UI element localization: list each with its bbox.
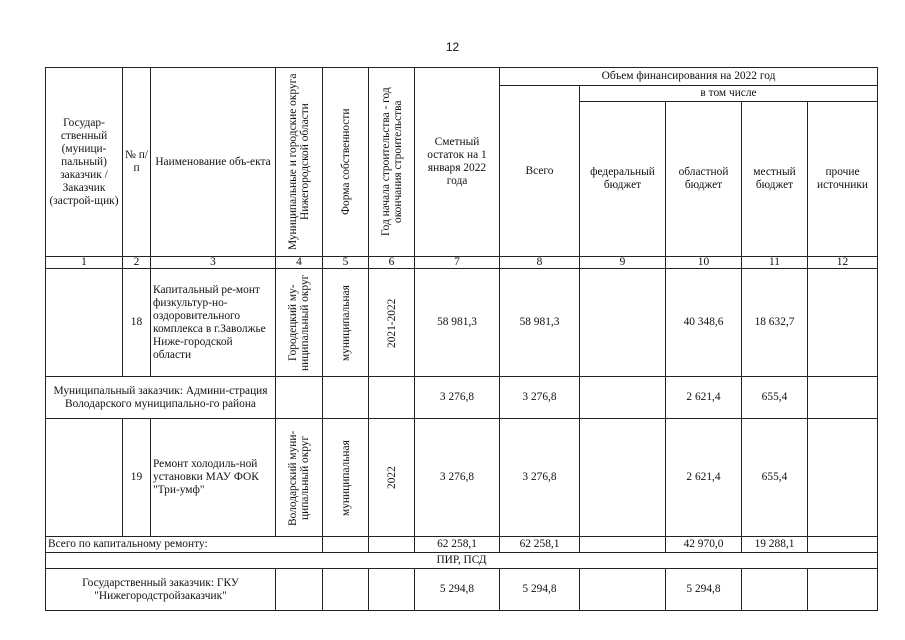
empty-cell xyxy=(323,569,369,611)
customer-cell xyxy=(46,269,123,377)
column-number: 11 xyxy=(742,257,808,269)
column-number: 3 xyxy=(151,257,276,269)
empty-cell xyxy=(323,537,369,553)
section-row xyxy=(46,553,878,569)
column-number: 2 xyxy=(123,257,151,269)
empty-cell xyxy=(808,537,878,553)
total-value: 3 276,8 xyxy=(500,419,580,537)
years-cell xyxy=(369,269,415,377)
column-number: 9 xyxy=(580,257,666,269)
local-value: 655,4 xyxy=(742,419,808,537)
total-value: 3 276,8 xyxy=(500,377,580,419)
table-row xyxy=(46,269,878,377)
header-years xyxy=(369,68,415,257)
years-text: 2021-2022 xyxy=(385,297,398,348)
object-name: Капитальный ре-монт физкультур-но-оздоровительного комплекса в г.Заволжье Ниже-городской области xyxy=(151,269,276,377)
customer-row xyxy=(46,569,878,611)
column-number: 6 xyxy=(369,257,415,269)
column-number: 7 xyxy=(415,257,500,269)
empty-cell xyxy=(276,377,323,419)
district-cell xyxy=(276,419,323,537)
local-value: 18 632,7 xyxy=(742,269,808,377)
total-value: 62 258,1 xyxy=(500,537,580,553)
header-regional: областной бюджет xyxy=(666,102,742,257)
customer-cell xyxy=(46,419,123,537)
header-other: прочие источники xyxy=(808,102,878,257)
header-total: Всего xyxy=(500,86,580,257)
local-value: 655,4 xyxy=(742,377,808,419)
section-title: ПИР, ПСД xyxy=(46,553,878,569)
local-value: 19 288,1 xyxy=(742,537,808,553)
regional-value: 40 348,6 xyxy=(666,269,742,377)
column-number: 4 xyxy=(276,257,323,269)
customer-label: Государственный заказчик: ГКУ "Нижегородстройзаказчик" xyxy=(46,569,276,611)
remainder-value: 3 276,8 xyxy=(415,377,500,419)
federal-value xyxy=(580,419,666,537)
column-numbers-row xyxy=(46,257,878,269)
remainder-value: 3 276,8 xyxy=(415,419,500,537)
total-value: 5 294,8 xyxy=(500,569,580,611)
years-cell xyxy=(369,419,415,537)
district-cell xyxy=(276,269,323,377)
total-row xyxy=(46,537,878,553)
column-number: 10 xyxy=(666,257,742,269)
other-value xyxy=(808,269,878,377)
regional-value: 42 970,0 xyxy=(666,537,742,553)
empty-cell xyxy=(742,569,808,611)
column-number: 1 xyxy=(46,257,123,269)
ownership-text: муниципальная xyxy=(339,439,352,516)
header-local: местный бюджет xyxy=(742,102,808,257)
empty-cell xyxy=(276,569,323,611)
column-number: 12 xyxy=(808,257,878,269)
header-remainder: Сметный остаток на 1 января 2022 года xyxy=(415,68,500,257)
ownership-text: муниципальная xyxy=(339,284,352,361)
ownership-cell xyxy=(323,269,369,377)
header-number: № п/п xyxy=(123,68,151,257)
empty-cell xyxy=(808,377,878,419)
customer-row xyxy=(46,377,878,419)
header-ownership xyxy=(323,68,369,257)
column-number: 8 xyxy=(500,257,580,269)
row-number: 19 xyxy=(123,419,151,537)
federal-value xyxy=(580,269,666,377)
header-district xyxy=(276,68,323,257)
customer-label: Муниципальный заказчик: Админи-страция Володарского муниципально-го района xyxy=(46,377,276,419)
row-number: 18 xyxy=(123,269,151,377)
header-federal: федеральный бюджет xyxy=(580,102,666,257)
object-name: Ремонт холодиль-ной установки МАУ ФОК "Три-умф" xyxy=(151,419,276,537)
header-ownership-text: Форма собственности xyxy=(339,108,352,216)
empty-cell xyxy=(580,537,666,553)
financing-table xyxy=(45,67,878,611)
empty-cell xyxy=(580,377,666,419)
column-number: 5 xyxy=(323,257,369,269)
district-text: Городецкий му-ниципальный округ xyxy=(287,274,311,371)
regional-value: 2 621,4 xyxy=(666,377,742,419)
header-district-text: Муниципальные и городские округа Нижегородской области xyxy=(287,73,311,251)
table-row xyxy=(46,419,878,537)
regional-value: 5 294,8 xyxy=(666,569,742,611)
empty-cell xyxy=(808,569,878,611)
ownership-cell xyxy=(323,419,369,537)
empty-cell xyxy=(369,537,415,553)
empty-cell xyxy=(369,569,415,611)
header-years-text: Год начала строительства - год окончания строительства xyxy=(379,87,404,237)
remainder-value: 62 258,1 xyxy=(415,537,500,553)
district-text: Володарский муни-ципальный округ xyxy=(287,429,311,526)
other-value xyxy=(808,419,878,537)
remainder-value: 58 981,3 xyxy=(415,269,500,377)
header-including: в том числе xyxy=(580,86,878,102)
header-customer: Государ-ственный (муници-пальный) заказчик / Заказчик (застрой-щик) xyxy=(46,68,123,257)
total-value: 58 981,3 xyxy=(500,269,580,377)
regional-value: 2 621,4 xyxy=(666,419,742,537)
years-text: 2022 xyxy=(385,466,398,489)
empty-cell xyxy=(580,569,666,611)
header-object-name: Наименование объ-екта xyxy=(151,68,276,257)
empty-cell xyxy=(323,377,369,419)
page-number: 12 xyxy=(445,40,460,54)
header-financing: Объем финансирования на 2022 год xyxy=(500,68,878,86)
empty-cell xyxy=(369,377,415,419)
remainder-value: 5 294,8 xyxy=(415,569,500,611)
total-label: Всего по капитальному ремонту: xyxy=(46,537,323,553)
